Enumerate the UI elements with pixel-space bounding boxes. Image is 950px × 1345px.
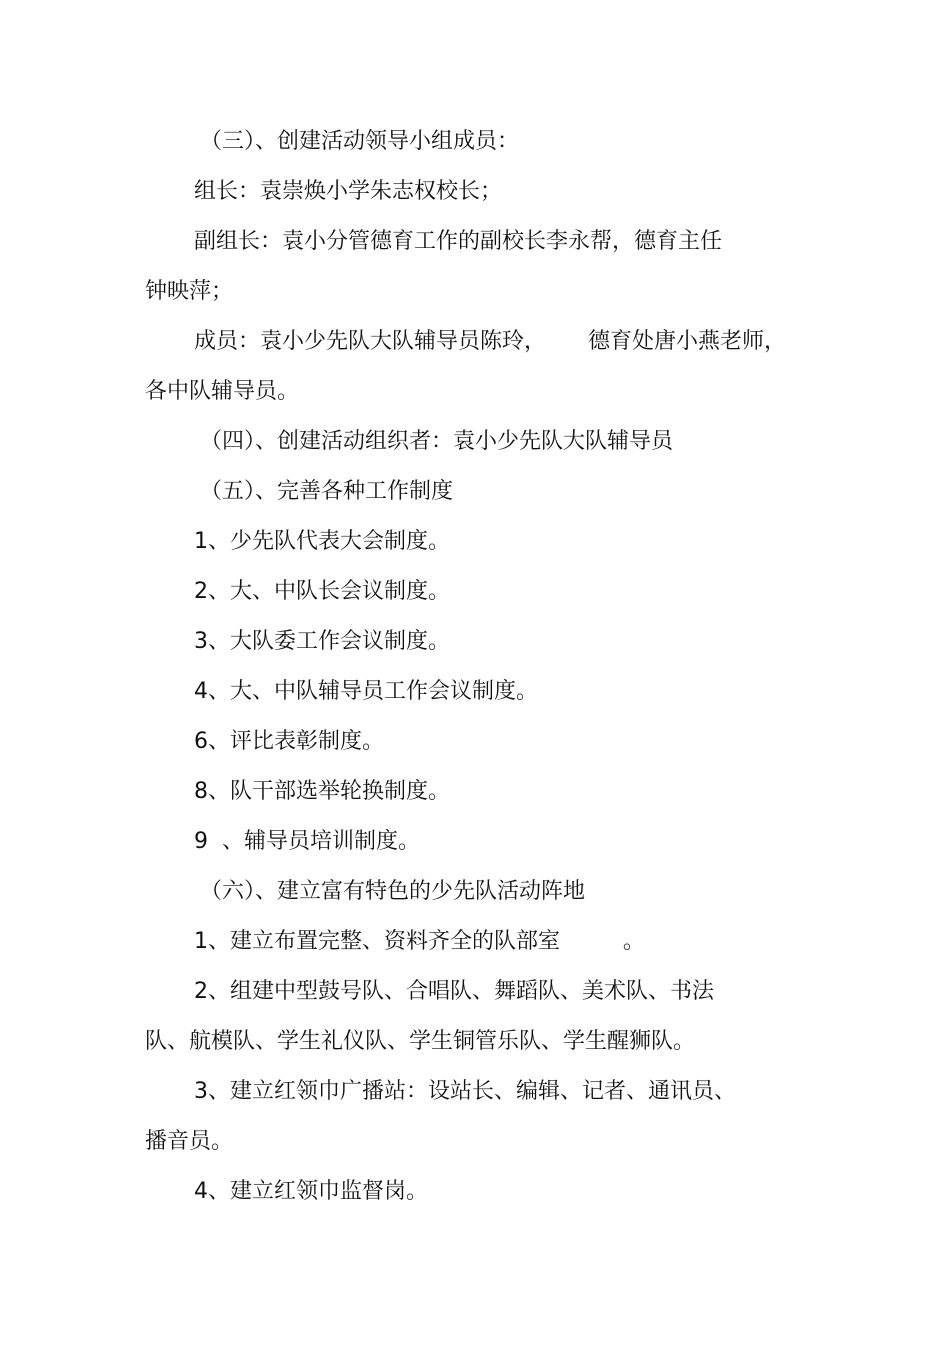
list-item: 6、评比表彰制度。 — [194, 729, 384, 754]
members-line: 成员：袁小少先队大队辅导员陈玲， 德育处唐小燕老师， — [194, 329, 786, 354]
group-leader-line: 组长：袁崇焕小学朱志权校长； — [194, 179, 503, 204]
section-heading-6: （六）、建立富有特色的少先队活动阵地 — [200, 879, 586, 904]
list-item-cont: 队、航模队、学生礼仪队、学生铜管乐队、学生醒狮队。 — [145, 1029, 696, 1054]
list-item: 2、组建中型鼓号队、合唱队、舞蹈队、美术队、书法 — [194, 979, 714, 1004]
section-heading-3: （三）、创建活动领导小组成员： — [200, 129, 520, 154]
deputy-leader-line: 副组长：袁小分管德育工作的副校长李永帮，德育主任 — [194, 229, 723, 254]
list-item: 1、少先队代表大会制度。 — [194, 529, 450, 554]
list-item: 9 、辅导员培训制度。 — [194, 829, 420, 854]
list-item-cont: 播音员。 — [145, 1129, 234, 1154]
list-item: 1、建立布置完整、资料齐全的队部室 。 — [194, 929, 645, 954]
list-item: 3、大队委工作会议制度。 — [194, 629, 450, 654]
section-heading-5: （五）、完善各种工作制度 — [200, 479, 454, 504]
section-heading-4: （四）、创建活动组织者：袁小少先队大队辅导员 — [200, 429, 674, 454]
deputy-leader-line-cont: 钟映萍； — [145, 279, 234, 304]
members-line-cont: 各中队辅导员。 — [145, 379, 300, 404]
list-item: 4、建立红领巾监督岗。 — [194, 1179, 428, 1204]
list-item: 8、队干部选举轮换制度。 — [194, 779, 450, 804]
list-item: 3、建立红领巾广播站：设站长、编辑、记者、通讯员、 — [194, 1079, 736, 1104]
list-item: 2、大、中队长会议制度。 — [194, 579, 450, 604]
list-item: 4、大、中队辅导员工作会议制度。 — [194, 679, 538, 704]
